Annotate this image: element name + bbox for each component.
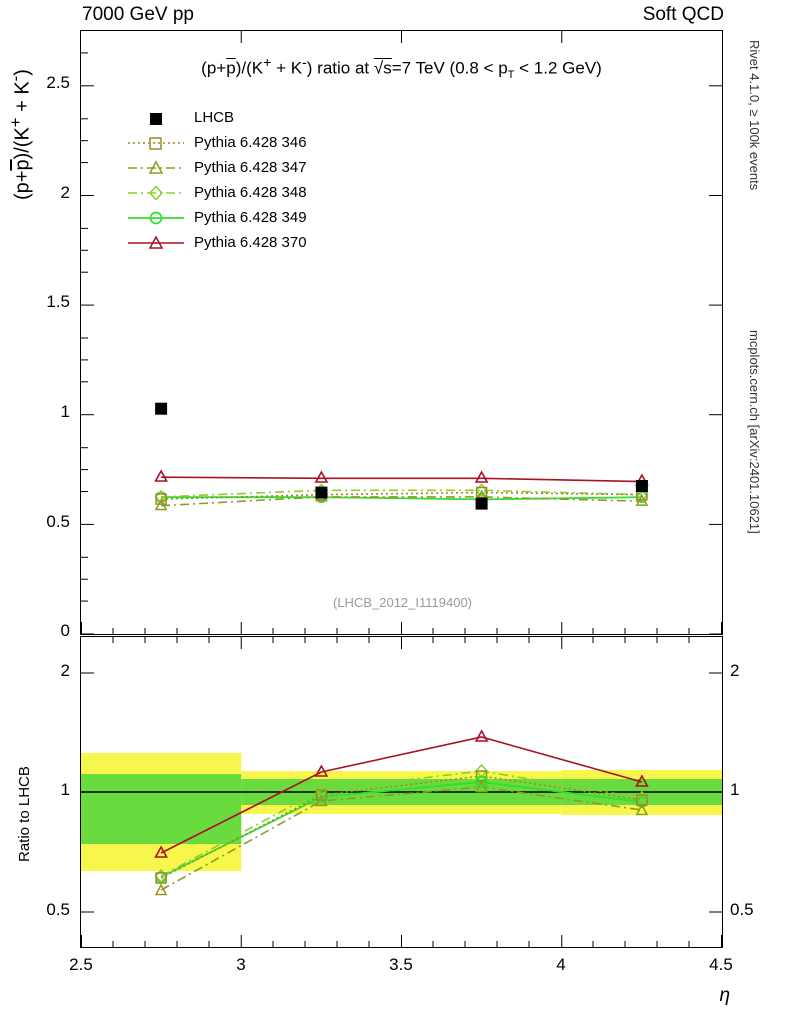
ratio-ytick-2-right: 2 bbox=[730, 661, 740, 680]
legend-item-lhcb[interactable] bbox=[128, 105, 307, 130]
analysis-id-watermark: (LHCB_2012_I1119400) bbox=[333, 595, 473, 610]
xtick-3.5: 3.5 bbox=[389, 955, 413, 974]
legend-marker-open-circle bbox=[128, 208, 184, 228]
xtick-3: 3 bbox=[236, 955, 246, 974]
legend-label-pythia-370: Pythia 6.428 370 bbox=[194, 234, 307, 251]
main-ytick-2: 2 bbox=[60, 183, 70, 202]
legend-label-lhcb: LHCB bbox=[194, 109, 235, 126]
legend-item-pythia-370[interactable] bbox=[128, 230, 307, 255]
ratio-ytick-1-right: 1 bbox=[730, 780, 740, 799]
legend-item-pythia-346[interactable] bbox=[128, 130, 307, 155]
main-ytick-0.5: 0.5 bbox=[46, 512, 70, 531]
legend-marker-open-square bbox=[128, 133, 184, 153]
main-ytick-0: 0 bbox=[60, 621, 70, 640]
xtick-4.5: 4.5 bbox=[709, 955, 733, 974]
xaxis-label: η bbox=[719, 985, 730, 1006]
legend-marker-filled-square bbox=[128, 108, 184, 128]
ratio-ytick-0.5-right: 0.5 bbox=[730, 900, 754, 919]
legend-item-pythia-347[interactable] bbox=[128, 155, 307, 180]
legend-label-pythia-348: Pythia 6.428 348 bbox=[194, 184, 307, 201]
ratio-yaxis-label: Ratio to LHCB bbox=[16, 766, 33, 862]
xtick-4: 4 bbox=[556, 955, 566, 974]
main-yaxis-label: $(p+\overline{p})/(K^+ + K^-)$ bbox=[6, 69, 34, 200]
legend-item-pythia-348[interactable] bbox=[128, 180, 307, 205]
legend-marker-open-triangle-red bbox=[128, 233, 184, 253]
ratio-ytick-1-left: 1 bbox=[60, 780, 70, 799]
header-right-label: Soft QCD bbox=[642, 4, 724, 25]
ratio-ytick-2-left: 2 bbox=[60, 661, 70, 680]
legend-marker-open-diamond bbox=[128, 183, 184, 203]
legend-label-pythia-346: Pythia 6.428 346 bbox=[194, 134, 307, 151]
ratio-plot-canvas bbox=[81, 637, 722, 947]
ratio-ytick-0.5-left: 0.5 bbox=[46, 900, 70, 919]
mcplots-source-label: mcplots.cern.ch [arXiv:2401.10621] bbox=[747, 330, 762, 534]
main-ytick-2.5: 2.5 bbox=[46, 73, 70, 92]
ratio-plot-panel bbox=[80, 636, 723, 948]
plot-title: $(p+\overline{p})/(K^+ + K^-)$ ratio at √s=7 TeV ($0.8 < p_T < 1.2$ GeV) bbox=[201, 55, 602, 82]
header-left-label: 7000 GeV pp bbox=[82, 4, 194, 25]
legend-label-pythia-349: Pythia 6.428 349 bbox=[194, 209, 307, 226]
main-ytick-1.5: 1.5 bbox=[46, 292, 70, 311]
legend bbox=[128, 105, 307, 255]
legend-marker-open-triangle bbox=[128, 158, 184, 178]
rivet-version-label: Rivet 4.1.0, ≥ 100k events bbox=[747, 40, 762, 191]
legend-item-pythia-349[interactable] bbox=[128, 205, 307, 230]
main-ytick-1: 1 bbox=[60, 402, 70, 421]
xtick-2.5: 2.5 bbox=[69, 955, 93, 974]
legend-label-pythia-347: Pythia 6.428 347 bbox=[194, 159, 307, 176]
